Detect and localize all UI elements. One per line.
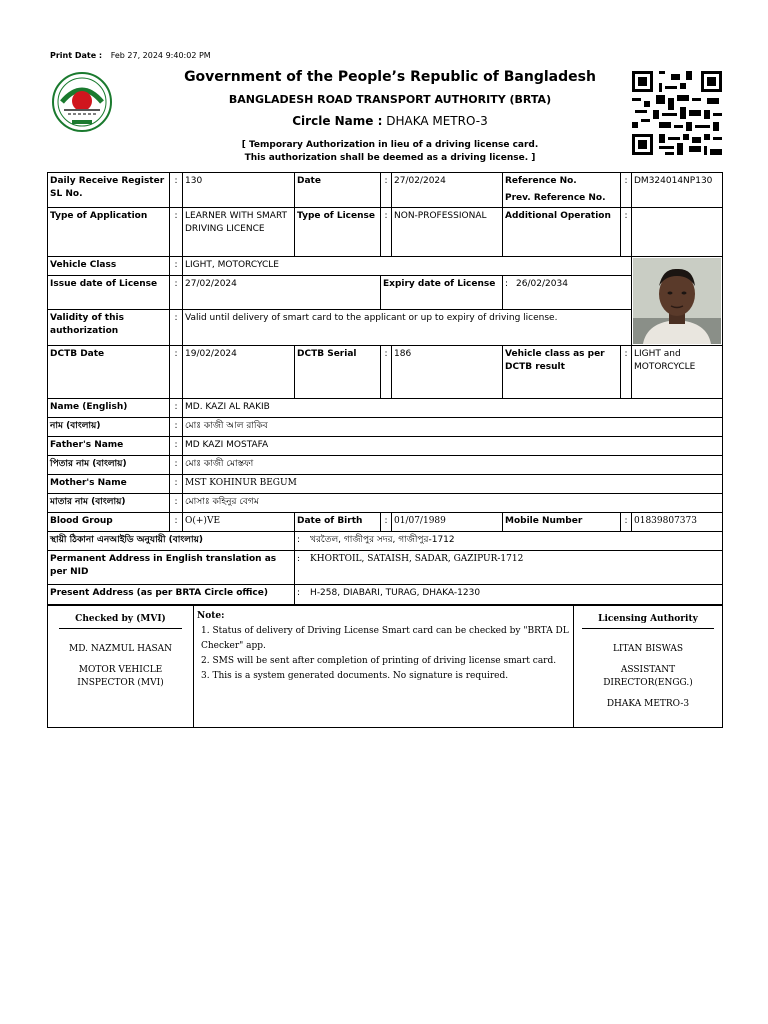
checked-by-name: MD. NAZMUL HASAN (69, 644, 172, 654)
dctb-class-value: LIGHT and MOTORCYCLE (632, 346, 723, 399)
mother-name-bangla-label: মাতার নাম (বাংলায়) (48, 494, 170, 513)
additional-operation-value (632, 208, 723, 257)
table-row: Daily Receive Register SL No. : 130 Date : 27/02/2024 Reference No. Prev. Reference No. : DM324014NP130 (48, 173, 723, 208)
table-row: Name (English) : MD. KAZI AL RAKIB (48, 399, 723, 418)
name-english-value: MD. KAZI AL RAKIB (183, 399, 723, 418)
brta-logo (50, 72, 114, 134)
table-row (48, 585, 723, 605)
circle-name (120, 114, 660, 128)
checked-by-block (48, 606, 194, 728)
license-type-value: NON-PROFESSIONAL (392, 208, 503, 257)
father-name-bangla-label: পিতার নাম (বাংলায়) (48, 456, 170, 475)
expiry-date-label: Expiry date of License (381, 276, 503, 310)
table-row: Father's Name : MD KAZI MOSTAFA (48, 437, 723, 456)
register-value: 130 (183, 173, 295, 208)
checked-by-designation: MOTOR VEHICLE INSPECTOR (MVI) (77, 665, 164, 688)
dctb-date-value: 19/02/2024 (183, 346, 295, 399)
circle-name-value: DHAKA METRO-3 (386, 114, 488, 128)
reference-label: Reference No. Prev. Reference No. (503, 173, 621, 208)
reference-value: DM324014NP130 (632, 173, 723, 208)
print-date-label: Print Date : (50, 51, 103, 60)
present-address-value: : H-258, DIABARI, TURAG, DHAKA-1230 (295, 585, 723, 605)
name-english-label: Name (English) (48, 399, 170, 418)
application-type-label: Type of Application (48, 208, 170, 257)
footer-row (48, 606, 723, 728)
permanent-address-bangla-value: : খরতৈল, গাজীপুর সদর, গাজীপুর-1712 (295, 532, 723, 551)
name-bangla-value: মোঃ কাজী আল রাকিব (183, 418, 723, 437)
register-label: Daily Receive Register SL No. (48, 173, 170, 208)
table-row (48, 532, 723, 551)
license-details-table (47, 172, 723, 605)
name-bangla-label: নাম (বাংলায়) (48, 418, 170, 437)
expiry-date-value: : 26/02/2034 (503, 276, 632, 310)
circle-name-label: Circle Name : (292, 114, 383, 128)
footer-table (47, 605, 723, 728)
date-label: Date (295, 173, 381, 208)
dob-label: Date of Birth (295, 513, 381, 532)
licensing-authority-office: DHAKA METRO-3 (606, 699, 690, 709)
father-name-bangla-value: মোঃ কাজী মোস্তফা (183, 456, 723, 475)
print-date (50, 51, 211, 60)
authority-title: BANGLADESH ROAD TRANSPORT AUTHORITY (BRTA) (228, 93, 552, 106)
licensing-authority-block (574, 606, 723, 728)
note-title: Note: (197, 611, 225, 621)
mother-name-bangla-value: মোসাঃ কহিনুর বেগম (183, 494, 723, 513)
licensing-authority-name: LITAN BISWAS (612, 644, 684, 654)
licensing-authority-title: Licensing Authority (582, 609, 714, 629)
validity-label: Validity of this authorization (48, 310, 170, 346)
father-name-label: Father's Name (48, 437, 170, 456)
table-row: নাম (বাংলায়) : মোঃ কাজী আল রাকিব (48, 418, 723, 437)
blood-group-value: O(+)VE (183, 513, 295, 532)
authorization-notice (120, 139, 660, 165)
vehicle-class-label: Vehicle Class (48, 257, 170, 276)
table-row: পিতার নাম (বাংলায়) : মোঃ কাজী মোস্তফা (48, 456, 723, 475)
note-item-1: 1. Status of delivery of Driving License Smart card can be checked by "BRTA DL Checker" app. (201, 626, 569, 651)
notice-line-2: This authorization shall be deemed as a driving license. ] (244, 153, 536, 163)
table-row: Issue date of License : 27/02/2024 Expiry date of License : 26/02/2034 (48, 276, 723, 310)
print-date-value: Feb 27, 2024 9:40:02 PM (110, 51, 211, 60)
table-row: মাতার নাম (বাংলায়) : মোসাঃ কহিনুর বেগম (48, 494, 723, 513)
present-address-label: Present Address (as per BRTA Circle office) (48, 585, 295, 605)
table-row: Vehicle Class : LIGHT, MOTORCYCLE (48, 257, 723, 276)
licensing-authority-designation: ASSISTANT DIRECTOR(ENGG.) (603, 665, 693, 688)
mobile-value: 01839807373 (632, 513, 723, 532)
date-value: 27/02/2024 (392, 173, 503, 208)
additional-operation-label: Additional Operation (503, 208, 621, 257)
table-row: Blood Group : O(+)VE Date of Birth : 01/07/1989 Mobile Number : 01839807373 (48, 513, 723, 532)
permanent-address-bangla-row-label: স্থায়ী ঠিকানা এনআইডি অনুযায়ী (বাংলায়) (48, 532, 295, 551)
father-name-value: MD KAZI MOSTAFA (183, 437, 723, 456)
issue-date-label: Issue date of License (48, 276, 170, 310)
permanent-address-english-label: Permanent Address in English translation as per NID (48, 551, 295, 585)
note-item-2: 2. SMS will be sent after completion of printing of driving license smart card. (201, 656, 557, 666)
qr-code (632, 71, 722, 155)
table-row: Validity of this authorization : Valid until delivery of smart card to the applicant or up to expiry of driving license. (48, 310, 723, 346)
applicant-photo-cell (632, 257, 723, 346)
mother-name-label: Mother's Name (48, 475, 170, 494)
dctb-serial-value: 186 (392, 346, 503, 399)
dctb-date-label: DCTB Date (48, 346, 170, 399)
checked-by-title: Checked by (MVI) (59, 609, 182, 629)
dob-value: 01/07/1989 (392, 513, 503, 532)
note-block (194, 606, 574, 728)
permanent-address-english-value: : KHORTOIL, SATAISH, SADAR, GAZIPUR-1712 (295, 551, 723, 585)
notice-line-1: [ Temporary Authorization in lieu of a driving license card. (241, 140, 539, 150)
government-title: Government of the People’s Republic of Bangladesh (184, 69, 596, 85)
applicant-photo (633, 258, 721, 344)
validity-value: Valid until delivery of smart card to the applicant or up to expiry of driving license. (183, 310, 632, 346)
table-row: Type of Application : LEARNER WITH SMART DRIVING LICENCE Type of License : NON-PROFESSIONAL Additional Operation : (48, 208, 723, 257)
application-type-value: LEARNER WITH SMART DRIVING LICENCE (183, 208, 295, 257)
mother-name-value: MST KOHINUR BEGUM (183, 475, 723, 494)
vehicle-class-value: LIGHT, MOTORCYCLE (183, 257, 632, 276)
mobile-label: Mobile Number (503, 513, 621, 532)
license-type-label: Type of License (295, 208, 381, 257)
dctb-class-label: Vehicle class as per DCTB result (503, 346, 621, 399)
note-item-3: 3. This is a system generated documents. No signature is required. (201, 671, 509, 681)
dctb-serial-label: DCTB Serial (295, 346, 381, 399)
issue-date-value: 27/02/2024 (183, 276, 381, 310)
table-row: Mother's Name : MST KOHINUR BEGUM (48, 475, 723, 494)
table-row (48, 551, 723, 585)
blood-group-label: Blood Group (48, 513, 170, 532)
table-row: DCTB Date : 19/02/2024 DCTB Serial : 186 Vehicle class as per DCTB result : LIGHT and MOTORCYCLE (48, 346, 723, 399)
